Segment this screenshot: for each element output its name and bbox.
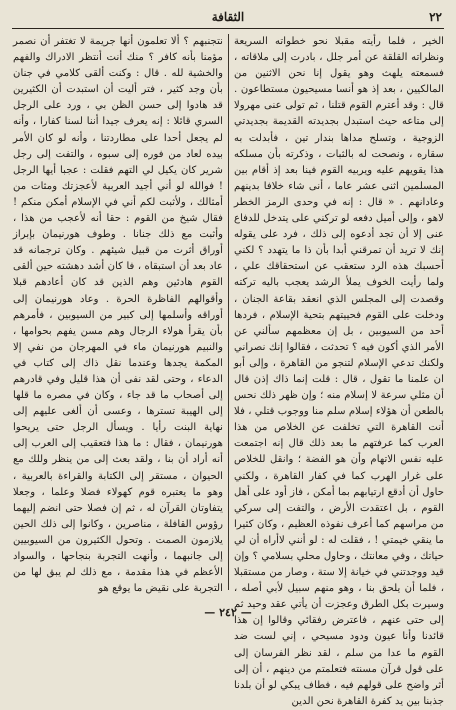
left-column-text: نتجنبهم ؟ ألا تعلمون أنها جريمة لا تغتفر أن نصمر مؤمنا بأنه كافر ؟ منك أنت أنتظر الادراك والفهم والخشية لله . قال : وكنت ألقى كلامي في جنان بأن وجد كثير ، فتر أليت أن استبدت أن الكثيرين قد هادوا إلى حسن الظن بي ، ورد على الرجل السري قائلا : إنه يعرف جيدا أننا لسنا كفارا ، وأنه لم يجعل أحدا على مطاردتنا ، وأنه لو كان الأمر بيده لعاد من فوره إلى سبوه ، والتفت إلى رجل شرير كان يكيل لي التهم فقلت : عجبا أيها الرجل ! فوالله لو أني أجيد العربية لأعجزتك ومثات من أمثالك ، ولأثبت لكم أني في الإسلام أمكن منكم ! فقال شيخ من القوم : حقا أنه لأعجب من هذا ، وأثبت مع ذلك جنانا . وطوف هورنيمان بإبراز أوراق أثرت من قبيل شيئهم . وكان ترجمانه قد عاد بعد أن استبقاه ، فا كان أشد دهشته حين ألقى القوم هادئين وهم الذين قد كان أعادهم قبلا وأقوالهم الفاظرة الحرة . وعاد هورنيمان إلى أوراقه وأسلمها إلى كبير من السيوبين ، فأمرهم بأن يقرأ هولاء الرجال وهم مسن يفهم بحوامها ، والنبيم هورنيمان ماء في المهرجان من نفي إلا المكمة يجدها وعندما نقل ذاك إلى كتاب في الدعاء ، وحتى لقد نفى أن هذا قليل وفي قادرهم إلى أصحاب ما قد جاء ، وكان في مصره ما قلها إلى الهيبة تسترها ، وعسى أن ألغى عليهم إلى نهاية البنت رأيا . ويسأل الرجل حتى يريحوا هورنيمان ، فقال : ما هذا فتعقيب إلى العرب إلى أنه أراد أن بنا ، ولقد بعث إلى من ينظر وللك مع الحيوان ، مستقر إلى الكتابة والقراءة بالعربية ، وهو ما يعتبره قوم كهولاء فضلا وعلما ، وجعلا يتفاوتان القرآن له ، ثم إن فصلا حتى انضم إليهما رؤوس القافلة ، مناصرين ، وكانوا إلى ذلك الحين يلازمون الصمت . وتحول الكثيرون من السيوبيين إلى جانبهما ، وأنهت التجربة بنجاحها ، والسواد الأعظم في هذا مقدمة ، مع ذلك لم يبق لها من التجربة على نقيض ما يوقع هو bbox=[13, 36, 223, 595]
running-title: الثقافة bbox=[211, 10, 245, 24]
page-number: ٢٢ bbox=[429, 10, 442, 24]
right-column-text: الخير ، فلما رأيته مقبلا نحو خطواته السريعة ونظراته القلقة عن أمر جلل ، بادرت إلى ملاقاته ، فسمعته يلهث وهو يقول إنا نحن الاثنين من المالكيين ، بعد إذ هو أنسا مسيحيون مستطاعون . قال : وقد أعترم القوم قتلنا ، ثم تولى عنى مهرولا إلى متاعه حيث استبدل بجديدته القديمة بجديدتي الزوجية ، وتسلح مداها بندار تين ، فأبدلت به سقاره ، ونصحت له بالثبات ، وذكرته بأن مسلكه هذا يقويهم عليه ويربيه القوم فينا بعد إذ أقام بين المسلمين اثنى عشر عاما ، أنى شاء خلافا بدينهم وعادانهم . « قال : إنه في وحدى الرمز الخطر لاهو ، وإلى أميل دفعه لو تركني على يتدخل للدفاع عنى إلا أن تجد أدعوه إلى ذلك ، فرد على يقوله إنك لا تريد أن تمرقني أبدا بأن ذا ما يتهدد ؟ لكني أحسبك هذه الرد ستعقب عن استحقاقك علي ، ولما رأيت الخوف يملأ الرشد يعجب باليه تركته وقصدت إلى المجلس الذي انعقد بقاعة الجنان ، ودخلت على القوم فحييتهم بتحية الإسلام ، فردها أحد من السيوبين ، بل إن معظمهم سألني عن الأمر الذي أكون فيه ؟ تحدثت ، فقالوا إنك نصراني ولكنك تدعي الإسلام لتنجو من القاهرة ، وإلى أبو ان علمنا ما تقول ، قال : قلت إنما ذاك إذن قال أن مثلي سرعة لا إسلام منه ؛ وإن ظهر ذلك نحس بالطعن أن هؤلاء إسلام سلم منا ووجوب قتلي ، فلا أنت القاهرة التي تخلفت عن الخلاص من هذا العرب كما عرفتهم ما بعد ذلك قال إنه اجتمعت عليه نفس الاتهام وأن هو الفضة ؛ وانقل للخلاص على غرار الهرب كما في كفار القاهرة ، ولكني حاول أن أدقع ارتيابهم بما أمكن ، فاز أود على أهل القوم ، بل اعتقدت الأرض ، والتفت إلى سركي من مراسهم كما أعرف نفوذه العظيم ، وكان كثيرا ما ينقي خيمتي ! ، فقلت له : لو أنني لاأراه أن لي حياتك ، وفي معانتك ، وحاول محلي بسلامي ؟ وإن قيد ووجدتني في خيانة إلا ستة ، وصار من مستقبلا ، فلما أن يلحق بنا ، وهو منهم سبيل لأبي أصله ، وسيرت بكل الطرق وعجزت أن يأتي عقد وحيد ثم إلى حتى عنهم ، فاعترض رفقائي وقالوا إن هذا قائدنا وأنا عيون ودود مسيحي ، إني لست ضد القوم ما عدا من سلم ، لقد نظر الفرسان إلى على قول قرآن مسنته فتعلمتم من دينهم ، أن إلى أثر واضح على قولهم فيه ، فطاف يبكي لو أن بلدنا جذبنا بين يد كفرة القاهرة نحن الدين bbox=[234, 36, 444, 707]
left-column bbox=[13, 34, 223, 594]
right-column bbox=[234, 34, 444, 707]
page-header bbox=[12, 8, 444, 29]
page-footer bbox=[0, 606, 456, 619]
footer-page-number: — ٢٤٢ — bbox=[204, 606, 251, 619]
column-divider bbox=[228, 34, 229, 590]
